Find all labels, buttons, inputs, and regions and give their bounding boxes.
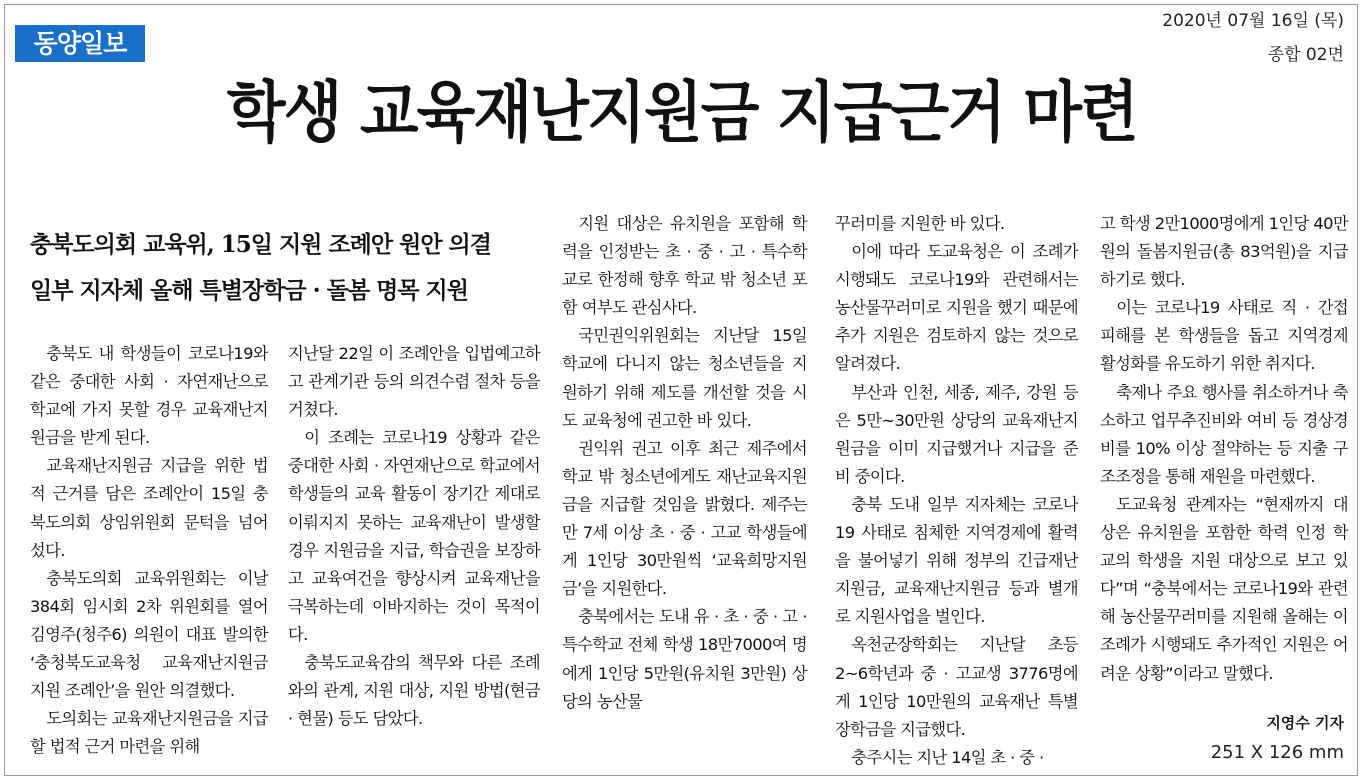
- paragraph: 권익위 권고 이후 최근 제주에서 학교 밖 청소년에게도 재난교육지원금을 지급할 것임을 밝혔다. 제주는 만 7세 이상 초 · 중 · 고교 학생들에게 1인당 30만원씩 ‘교육희망지원금’을 지원한다.: [562, 438, 807, 599]
- article-column-2: [288, 340, 540, 733]
- subheadline-2: 일부 지자체 올해 특별장학금 · 돌봄 명목 지원: [30, 277, 468, 304]
- article-column-1: [30, 340, 268, 761]
- paragraph: 축제나 주요 행사를 취소하거나 축소하고 업무추진비와 여비 등 경상경비를 10% 이상 절약하는 등 지출 구조조정을 통해 재원을 마련했다.: [1100, 382, 1348, 486]
- paragraph: 고 학생 2만1000명에게 1인당 40만원의 돌봄지원금(총 83억원)을 지급하기로 했다.: [1100, 214, 1348, 290]
- subheadline-1: 충북도의회 교육위, 15일 지원 조례안 원안 의결: [30, 231, 491, 258]
- paragraph: 이는 코로나19 사태로 직 · 간접 피해를 본 학생들을 돕고 지역경제 활성화를 유도하기 위한 취지다.: [1100, 298, 1348, 374]
- paragraph: 교육재난지원금 지급을 위한 법적 근거를 담은 조례안이 15일 충북도의회 상임위원회 문턱을 넘어섰다.: [30, 456, 268, 560]
- article-headline: 학생 교육재난지원금 지급근거 마련: [226, 74, 1138, 151]
- paragraph: 충북도교육감의 책무와 다른 조례와의 관계, 지원 대상, 지원 방법(현금 · 현물) 등도 담았다.: [288, 653, 540, 729]
- article-column-3: [562, 210, 807, 716]
- paragraph: 충북 도내 일부 지자체는 코로나19 사태로 침체한 지역경제에 활력을 불어넣기 위해 정부의 긴급재난지원금, 교육재난지원금 등과 별개로 지원사업을 벌인다.: [835, 494, 1078, 627]
- paragraph: 부산과 인천, 세종, 제주, 강원 등은 5만~30만원 상당의 교육재난지원금을 이미 지급했거나 지급을 준비 중이다.: [835, 382, 1078, 486]
- paragraph: 이에 따라 도교육청은 이 조례가 시행돼도 코로나19와 관련해서는 농산물꾸러미로 지원을 했기 때문에 추가 지원은 검토하지 않는 것으로 알려졌다.: [835, 242, 1078, 374]
- paragraph: 이 조례는 코로나19 상황과 같은 중대한 사회 · 자연재난으로 학교에서 학생들의 교육 활동이 장기간 제대로 이뤄지지 못하는 교육재난이 발생할 경우 지원금을 지급, 학습권을 보장하고 교육여건을 향상시켜 교육재난을 극복하는데 이바지하는 것이 목적이다.: [288, 428, 540, 644]
- paragraph: 도교육청 관계자는 “현재까지 대상은 유치원을 포함한 학력 인정 학교의 학생을 지원 대상으로 보고 있다”며 “충북에서는 코로나19와 관련해 농산물꾸러미를 지원해 올해는 이 조례가 시행돼도 추가적인 지원은 어려운 상황”이라고 말했다.: [1100, 494, 1348, 683]
- paragraph: 충북도의회 교육위원회는 이날 384회 임시회 2차 위원회를 열어 김영주(청주6) 의원이 대표 발의한 ‘충청북도교육청 교육재난지원금 지원 조례안’을 원안 의결했다.: [30, 568, 268, 701]
- clip-size: 251 X 126 mm: [1210, 742, 1344, 763]
- paragraph: 지원 대상은 유치원을 포함해 학력을 인정받는 초 · 중 · 고 · 특수학교로 한정해 향후 학교 밖 청소년 포함 여부도 관심사다.: [562, 214, 807, 318]
- page-number: 종합 02면: [1267, 45, 1344, 65]
- reporter-byline: 지영수 기자: [1266, 714, 1344, 732]
- paragraph: 충주시는 지난 14일 초 · 중 ·: [851, 747, 1044, 767]
- paragraph: 지난달 22일 이 조례안을 입법예고하고 관계기관 등의 의견수렴 절차 등을 거쳤다.: [288, 344, 540, 420]
- newspaper-logo: 동양일보: [15, 25, 145, 62]
- paragraph: 꾸러미를 지원한 바 있다.: [835, 214, 1005, 233]
- article-column-5: [1100, 210, 1348, 688]
- publication-date: 2020년 07월 16일 (목): [1162, 11, 1344, 31]
- paragraph: 옥천군장학회는 지난달 초등 2~6학년과 중 · 고교생 3776명에게 1인당 10만원의 교육재난 특별장학금을 지급했다.: [835, 635, 1078, 739]
- paragraph: 충북도 내 학생들이 코로나19와 같은 중대한 사회 · 자연재난으로 학교에 가지 못할 경우 교육재난지원금을 받게 된다.: [30, 344, 268, 448]
- paragraph: 도의회는 교육재난지원금을 지급할 법적 근거 마련을 위해: [30, 709, 268, 757]
- paragraph: 충북에서는 도내 유 · 초 · 중 · 고 · 특수학교 전체 학생 18만7000여 명에게 1인당 5만원(유치원 3만원) 상당의 농산물: [562, 607, 807, 711]
- paragraph: 국민권익위원회는 지난달 15일 학교에 다니지 않는 청소년들을 지원하기 위해 제도를 개선할 것을 시도 교육청에 권고한 바 있다.: [562, 326, 807, 430]
- article-column-4: [835, 210, 1078, 772]
